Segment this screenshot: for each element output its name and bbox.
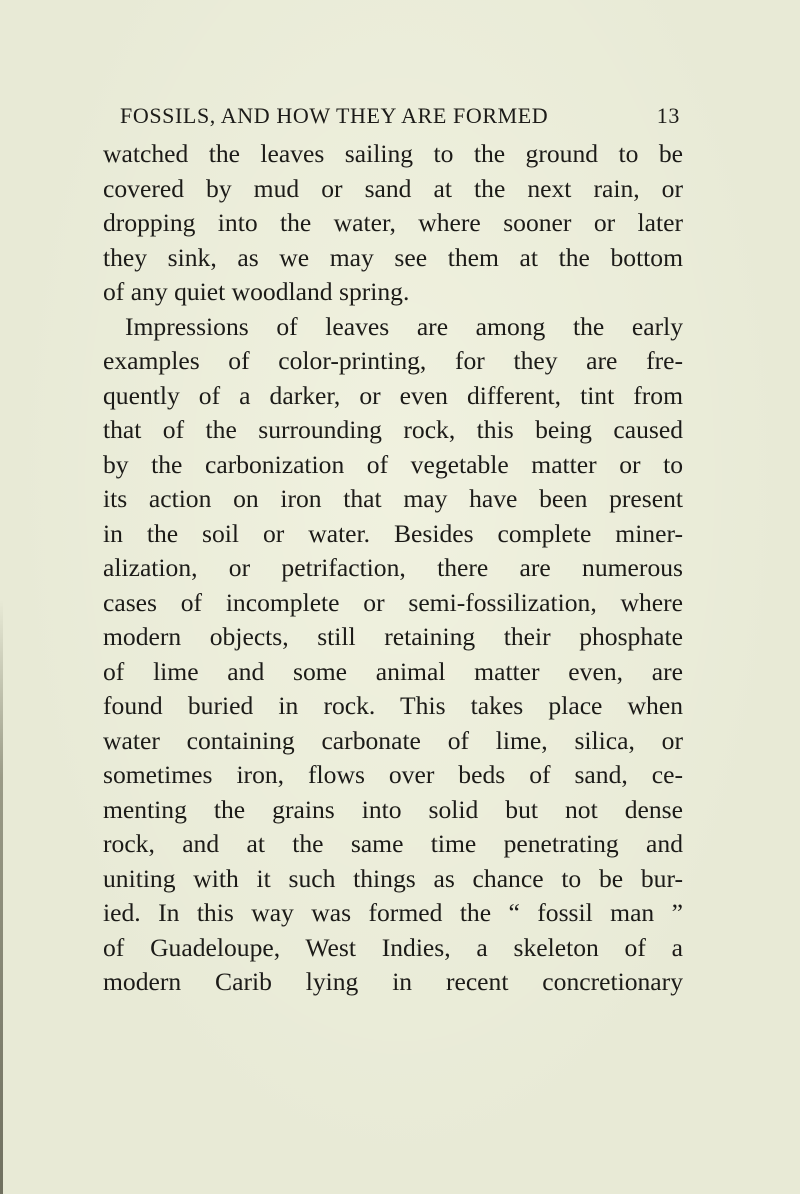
running-head <box>120 101 680 131</box>
body-text <box>103 137 683 1000</box>
text-line: Impressions of leaves are among the early <box>125 311 683 341</box>
text-line: examples of color-printing, for they are fre- <box>103 346 683 375</box>
text-line: covered by mud or sand at the next rain, or <box>103 173 683 203</box>
text-line: dropping into the water, where sooner or later <box>103 208 683 237</box>
text-line: menting the grains into solid but not dense <box>103 794 683 824</box>
text-line: its action on iron that may have been present <box>103 484 683 513</box>
text-line: of any quiet woodland spring. <box>103 277 410 306</box>
text-line: rock, and at the same time penetrating and <box>103 829 683 858</box>
text-line: ied. In this way was formed the “ fossil man ” <box>103 898 683 927</box>
text-line: quently of a darker, or even different, tint from <box>103 380 683 410</box>
page-number: 13 <box>656 103 680 128</box>
page-binding-shadow <box>0 600 3 1194</box>
running-title: FOSSILS, AND HOW THEY ARE FORMED <box>120 103 549 128</box>
text-line: in the soil or water. Besides complete miner- <box>103 518 683 548</box>
text-line: alization, or petrifaction, there are numerous <box>103 553 683 582</box>
text-line: of lime and some animal matter even, are <box>103 656 683 686</box>
text-line: cases of incomplete or semi-fossilization, where <box>103 587 683 617</box>
text-line: by the carbonization of vegetable matter or to <box>103 449 683 479</box>
text-line: water containing carbonate of lime, silica, or <box>103 725 683 755</box>
text-line: they sink, as we may see them at the bottom <box>103 242 683 272</box>
text-line: uniting with it such things as chance to be bur- <box>103 863 683 893</box>
text-line: modern objects, still retaining their phosphate <box>103 622 683 651</box>
text-line: sometimes iron, flows over beds of sand, ce- <box>103 760 683 789</box>
text-line: found buried in rock. This takes place when <box>103 691 683 720</box>
text-line: modern Carib lying in recent concretionary <box>103 967 683 996</box>
text-line: that of the surrounding rock, this being caused <box>103 415 683 444</box>
text-line: watched the leaves sailing to the ground to be <box>103 139 683 168</box>
text-line: of Guadeloupe, West Indies, a skeleton of a <box>103 932 683 962</box>
